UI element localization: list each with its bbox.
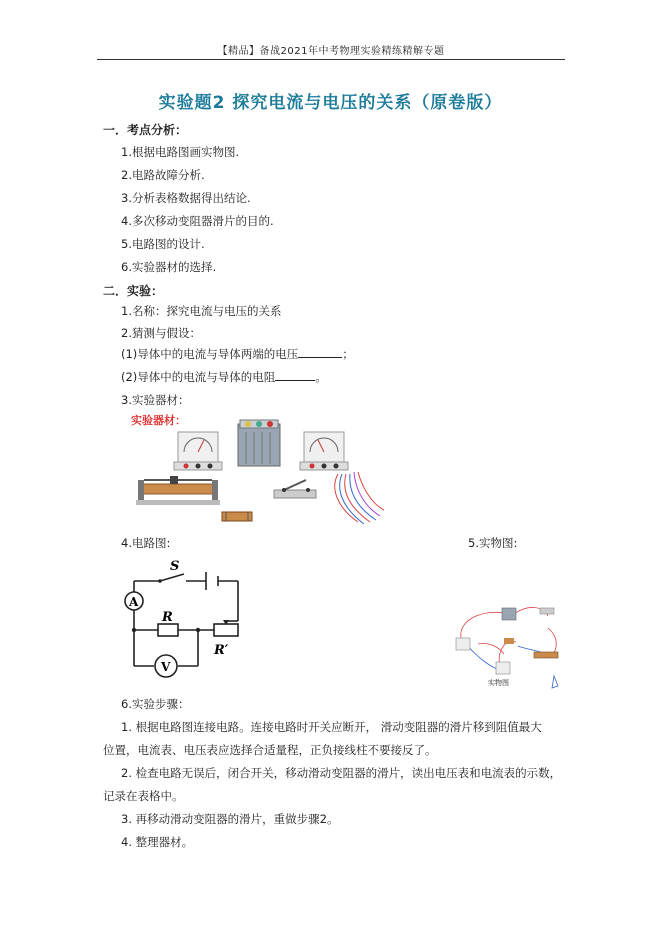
equipment-image <box>128 412 398 530</box>
analysis-item-6: 6.实验器材的选择. <box>121 260 217 274</box>
section2-heading: 二．实验： <box>103 284 164 298</box>
step-2-line-2: 记录在表格中。 <box>103 789 184 803</box>
wires-icon <box>335 472 384 524</box>
resistor-device-icon <box>222 512 252 521</box>
page-header: 【精品】备战2021年中考物理实验精练精解专题 <box>217 46 445 57</box>
ammeter-device-icon <box>174 432 222 470</box>
circuit-diagram-heading: 4.电路图: <box>121 536 171 550</box>
hypothesis-1-end: ； <box>342 347 354 361</box>
voltmeter-device-icon <box>300 432 348 470</box>
physical-caption: 实物图 <box>488 679 509 687</box>
hypothesis-2-text: (2)导体中的电流与导体的电阻 <box>121 370 276 384</box>
step-4: 4. 整理器材。 <box>121 835 194 849</box>
circuit-diagram <box>120 556 255 681</box>
rheostat-label: R′ <box>214 643 229 658</box>
physical-diagram-heading: 5.实物图: <box>468 536 518 550</box>
rheostat-device-icon <box>136 476 220 505</box>
header-rule <box>97 59 565 60</box>
analysis-item-2: 2.电路故障分析. <box>121 168 205 182</box>
hypothesis-2-blank <box>275 370 315 381</box>
analysis-item-3: 3.分析表格数据得出结论. <box>121 191 251 205</box>
hypothesis-heading: 2.猜测与假设： <box>121 326 201 340</box>
switch-label: S <box>170 559 180 574</box>
hypothesis-1 <box>121 346 354 362</box>
section1-heading: 一．考点分析： <box>103 123 188 137</box>
ammeter-label: A <box>129 595 139 609</box>
hypothesis-2 <box>121 369 327 385</box>
analysis-item-5: 5.电路图的设计. <box>121 237 205 251</box>
step-1-line-2: 位置，电流表、电压表应选择合适量程，正负接线柱不要接反了。 <box>103 743 437 757</box>
equipment-heading: 3.实验器材： <box>121 393 190 407</box>
step-1-line-1: 1. 根据电路图连接电路。连接电路时开关应断开， 滑动变阻器的滑片移到阻值最大 <box>121 720 542 734</box>
equipment-label: 实验器材： <box>131 414 186 427</box>
analysis-item-1: 1.根据电路图画实物图. <box>121 145 240 159</box>
step-2-line-1: 2. 检查电路无误后，闭合开关，移动滑动变阻器的滑片，读出电压表和电流表的示数， <box>121 766 562 780</box>
steps-heading: 6.实验步骤： <box>121 697 190 711</box>
hypothesis-2-end: 。 <box>315 370 327 384</box>
hypothesis-1-text: (1)导体中的电流与导体两端的电压 <box>121 347 299 361</box>
resistor-label: R <box>162 610 173 625</box>
switch-device-icon <box>274 480 316 498</box>
step-3: 3. 再移动滑动变阻器的滑片，重做步骤2。 <box>121 812 339 826</box>
analysis-item-4: 4.多次移动变阻器滑片的目的. <box>121 214 274 228</box>
experiment-name: 1.名称：探究电流与电压的关系 <box>121 304 282 318</box>
battery-icon <box>238 420 280 466</box>
hypothesis-1-blank <box>298 347 342 358</box>
voltmeter-label: V <box>161 660 171 674</box>
physical-wiring-image <box>448 598 572 694</box>
document-title: 实验题2 探究电流与电压的关系（原卷版） <box>158 93 503 113</box>
